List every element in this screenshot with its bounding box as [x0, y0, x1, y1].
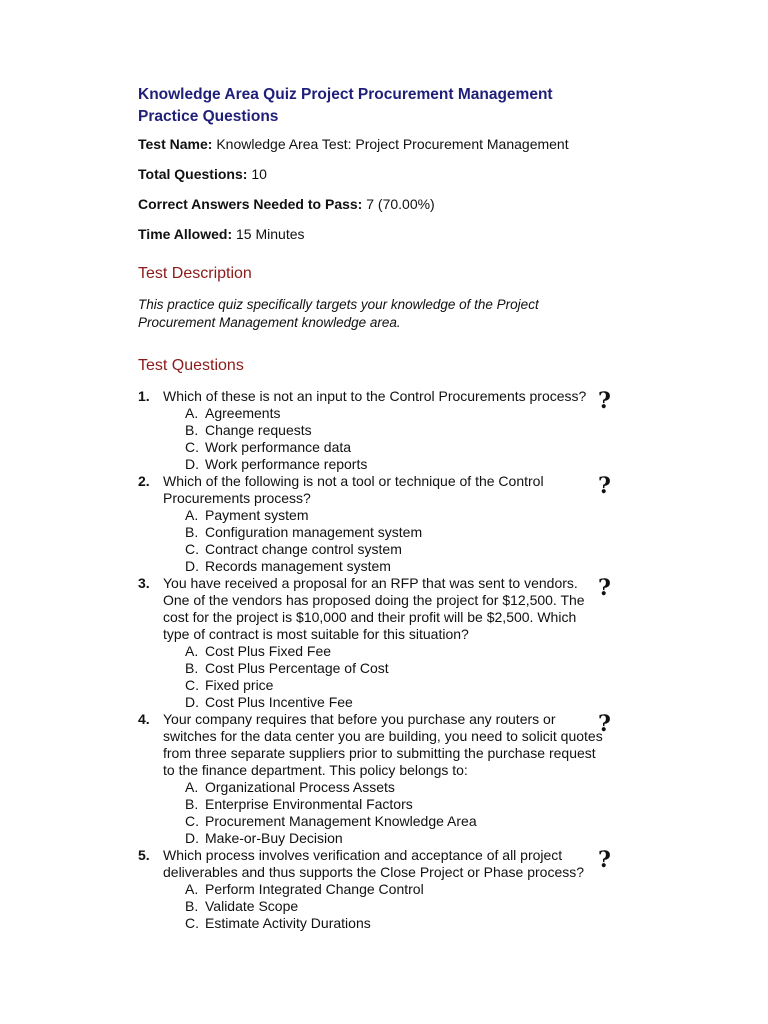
option-letter: C.: [185, 439, 199, 455]
option-text: Records management system: [205, 558, 391, 574]
question-text: You have received a proposal for an RFP that was sent to vendors. One of the vendors has proposed doing the project for $12,500. The cost for the project is $10,000 and their profit will be $2,500. Which type of contract is most suitable for this situation?: [163, 575, 585, 642]
answer-option[interactable]: [185, 405, 603, 422]
question-body: [163, 575, 603, 711]
option-letter: C.: [185, 915, 199, 931]
option-text: Agreements: [205, 405, 281, 421]
option-letter: A.: [185, 507, 199, 523]
option-text: Cost Plus Incentive Fee: [205, 694, 353, 710]
answer-option[interactable]: [185, 796, 603, 813]
answer-option[interactable]: [185, 660, 603, 677]
question-help-icon[interactable]: ?: [598, 711, 611, 737]
option-text: Make-or-Buy Decision: [205, 830, 343, 846]
answer-options: [163, 507, 603, 575]
option-letter: D.: [185, 830, 199, 846]
question-number: 4.: [138, 711, 150, 727]
option-letter: A.: [185, 405, 199, 421]
answer-option[interactable]: [185, 456, 603, 473]
question-help-icon[interactable]: ?: [598, 847, 611, 873]
total-questions-label: Total Questions:: [138, 166, 248, 182]
question-item: [138, 847, 618, 932]
option-letter: D.: [185, 558, 199, 574]
correct-needed-label: Correct Answers Needed to Pass:: [138, 196, 363, 212]
test-name-value: Knowledge Area Test: Project Procurement Management: [216, 136, 569, 152]
answer-option[interactable]: [185, 677, 603, 694]
answer-option[interactable]: [185, 830, 603, 847]
question-help-icon[interactable]: ?: [598, 388, 611, 414]
answer-option[interactable]: [185, 694, 603, 711]
option-text: Fixed price: [205, 677, 274, 693]
option-text: Contract change control system: [205, 541, 402, 557]
meta-correct-needed: [138, 195, 618, 213]
meta-test-name: [138, 135, 618, 153]
option-letter: D.: [185, 456, 199, 472]
answer-option[interactable]: [185, 439, 603, 456]
description-text: This practice quiz specifically targets your knowledge of the Project Procurement Management knowledge area.: [138, 297, 539, 330]
answer-options: [163, 881, 603, 932]
option-letter: A.: [185, 779, 199, 795]
meta-time-allowed: [138, 225, 618, 243]
option-text: Work performance data: [205, 439, 352, 455]
question-text: Which of these is not an input to the Control Procurements process?: [163, 388, 587, 404]
answer-options: [163, 779, 603, 847]
answer-option[interactable]: [185, 915, 603, 932]
option-text: Validate Scope: [205, 898, 299, 914]
question-body: [163, 847, 603, 932]
question-text: Which of the following is not a tool or technique of the Control Procurements process?: [163, 473, 544, 506]
answer-option[interactable]: [185, 541, 603, 558]
question-help-icon[interactable]: ?: [598, 575, 611, 601]
question-body: [163, 388, 603, 473]
option-text: Estimate Activity Durations: [205, 915, 371, 931]
question-item: [138, 575, 618, 711]
answer-option[interactable]: [185, 422, 603, 439]
option-text: Perform Integrated Change Control: [205, 881, 424, 897]
page-title: [138, 84, 618, 128]
document-page: [138, 84, 618, 932]
question-text: Which process involves verification and acceptance of all project deliverables and thus supports the Close Project or Phase process?: [163, 847, 585, 880]
answer-option[interactable]: [185, 643, 603, 660]
option-text: Procurement Management Knowledge Area: [205, 813, 477, 829]
meta-total-questions: [138, 165, 618, 183]
question-text: Your company requires that before you purchase any routers or switches for the data center you are building, you need to solicit quotes from three separate suppliers prior to submitting the purchase request to the finance department. This policy belongs to:: [163, 711, 603, 778]
answer-option[interactable]: [185, 898, 603, 915]
option-letter: B.: [185, 660, 199, 676]
time-allowed-label: Time Allowed:: [138, 226, 233, 242]
option-text: Configuration management system: [205, 524, 423, 540]
answer-options: [163, 405, 603, 473]
title-line-2: Practice Questions: [138, 108, 279, 125]
answer-option[interactable]: [185, 558, 603, 575]
question-number: 3.: [138, 575, 150, 591]
option-letter: B.: [185, 422, 199, 438]
answer-options: [163, 643, 603, 711]
option-letter: B.: [185, 898, 199, 914]
question-number: 1.: [138, 388, 150, 404]
option-letter: A.: [185, 643, 199, 659]
title-line-1: Knowledge Area Quiz Project Procurement Management: [138, 86, 553, 103]
question-number: 2.: [138, 473, 150, 489]
option-letter: B.: [185, 524, 199, 540]
option-text: Organizational Process Assets: [205, 779, 395, 795]
answer-option[interactable]: [185, 507, 603, 524]
time-allowed-value: 15 Minutes: [236, 226, 305, 242]
question-item: [138, 388, 618, 473]
option-letter: B.: [185, 796, 199, 812]
option-text: Enterprise Environmental Factors: [205, 796, 413, 812]
option-letter: D.: [185, 694, 199, 710]
correct-needed-value: 7 (70.00%): [366, 196, 435, 212]
question-help-icon[interactable]: ?: [598, 473, 611, 499]
option-letter: A.: [185, 881, 199, 897]
option-letter: C.: [185, 813, 199, 829]
option-text: Cost Plus Fixed Fee: [205, 643, 332, 659]
answer-option[interactable]: [185, 813, 603, 830]
answer-option[interactable]: [185, 524, 603, 541]
option-letter: C.: [185, 541, 199, 557]
question-body: [163, 711, 603, 847]
option-letter: C.: [185, 677, 199, 693]
option-text: Payment system: [205, 507, 309, 523]
answer-option[interactable]: [185, 881, 603, 898]
test-name-label: Test Name:: [138, 136, 213, 152]
question-item: [138, 473, 618, 575]
answer-option[interactable]: [185, 779, 603, 796]
question-list: [138, 388, 618, 932]
description-heading: Test Description: [138, 265, 252, 282]
question-number: 5.: [138, 847, 150, 863]
total-questions-value: 10: [251, 166, 267, 182]
questions-heading: Test Questions: [138, 357, 244, 374]
option-text: Cost Plus Percentage of Cost: [205, 660, 389, 676]
question-item: [138, 711, 618, 847]
option-text: Work performance reports: [205, 456, 368, 472]
question-body: [163, 473, 603, 575]
option-text: Change requests: [205, 422, 312, 438]
